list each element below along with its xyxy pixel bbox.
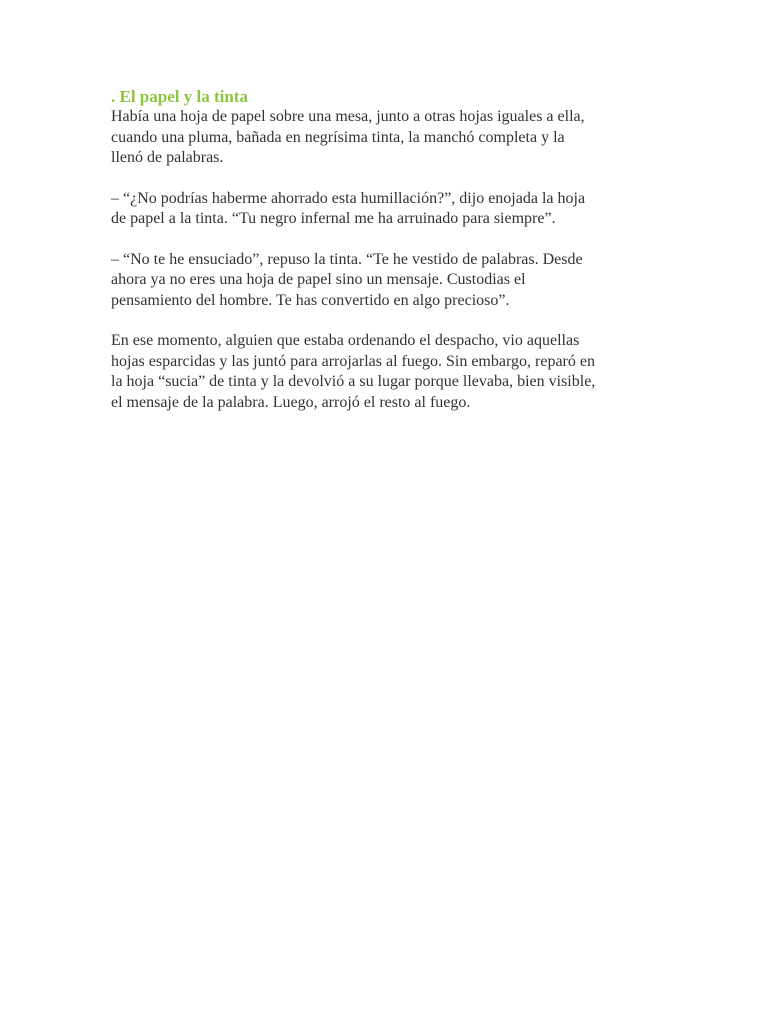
paragraph-1-line-3: llenó de palabras.: [111, 149, 224, 166]
paragraph-3-line-1: – “No te he ensuciado”, repuso la tinta. “Te he vestido de palabras. Desde: [111, 250, 583, 268]
paragraph-4-line-2: hojas esparcidas y las juntó para arrojarlas al fuego. Sin embargo, reparó en: [111, 352, 595, 370]
paragraph-2: [111, 189, 671, 230]
document-page: [111, 86, 671, 433]
paragraph-2-line-1: – “¿No podrías haberme ahorrado esta humillación?”, dijo enojada la hoja: [111, 189, 586, 207]
document-title: . El papel y la tinta: [111, 87, 248, 106]
paragraph-4-line-1: En ese momento, alguien que estaba ordenando el despacho, vio aquellas: [111, 332, 580, 349]
paragraph-1: [111, 107, 671, 169]
paragraph-3: [111, 250, 671, 312]
paragraph-1-line-1: Había una hoja de papel sobre una mesa, junto a otras hojas iguales a ella,: [111, 108, 585, 125]
paragraph-4-line-3: la hoja “sucia” de tinta y la devolvió a su lugar porque llevaba, bien visible,: [111, 373, 596, 390]
paragraph-4: [111, 331, 671, 413]
paragraph-2-line-2: de papel a la tinta. “Tu negro infernal me ha arruinado para siempre”.: [111, 210, 556, 227]
paragraph-3-line-2: ahora ya no eres una hoja de papel sino un mensaje. Custodias el: [111, 271, 526, 288]
paragraph-3-line-3: pensamiento del hombre. Te has convertido en algo precioso”.: [111, 291, 510, 309]
paragraph-1-line-2: cuando una pluma, bañada en negrísima tinta, la manchó completa y la: [111, 128, 565, 146]
paragraph-4-line-4: el mensaje de la palabra. Luego, arrojó el resto al fuego.: [111, 393, 471, 411]
